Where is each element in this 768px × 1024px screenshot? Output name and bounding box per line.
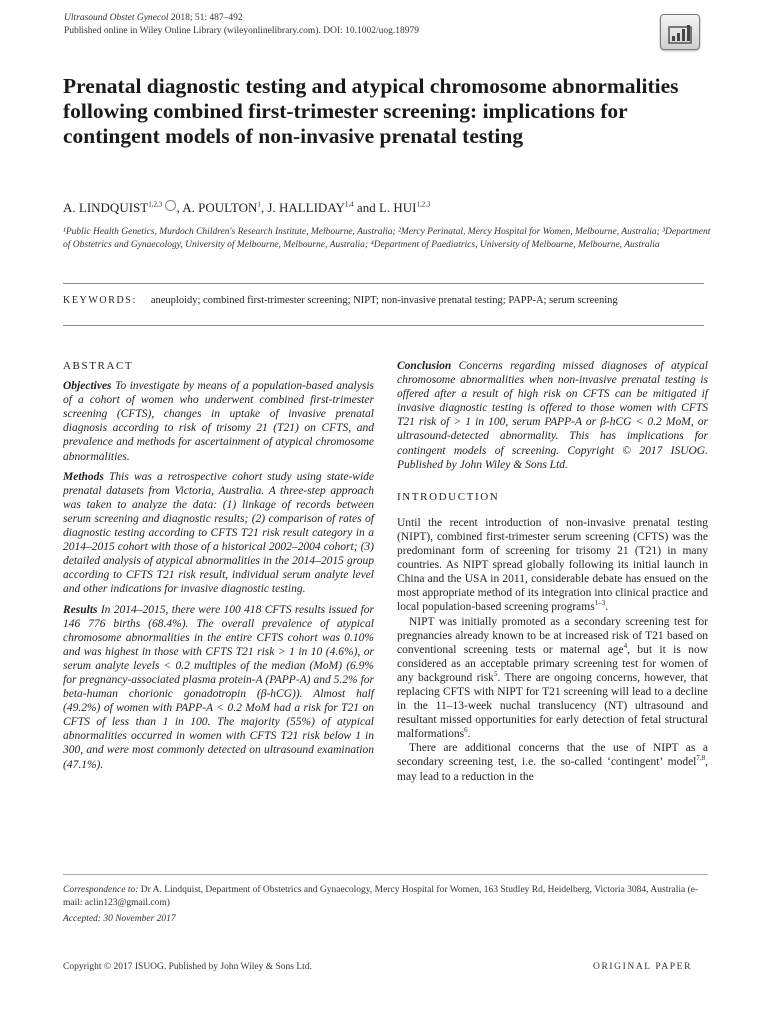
altmetric-badge[interactable] (660, 14, 700, 50)
keywords-label: KEYWORDS: (63, 295, 137, 306)
intro-p2-end: . (467, 728, 471, 741)
ref-link[interactable]: 5 (493, 670, 498, 679)
orcid-icon[interactable] (165, 200, 176, 211)
ref-link[interactable]: 7,8 (696, 754, 706, 763)
abstract-objectives (63, 379, 374, 464)
author-1[interactable]: A. LINDQUIST (63, 200, 149, 215)
results-label: Results (63, 603, 98, 616)
footnote (63, 884, 708, 926)
intro-p1-end: . (605, 601, 609, 614)
correspondence-text: Dr A. Lindquist, Department of Obstetrics and Gynaecology, Mercy Hospital for Women, 163 Studley Rd, Heidelberg, Victoria 3084, Australia (e-mail: aclin123@gmail.com) (63, 885, 699, 908)
author-4-affil: 1,2,3 (416, 200, 431, 209)
affiliations: ¹Public Health Genetics, Murdoch Children's Research Institute, Melbourne, Australia; ²Mercy Perinatal, Mercy Hospital for Women, Melbourne, Australia; ³Department of Obstetrics and Gynaecology, University of Melbourne, Melbourne, Australia; ⁴Department of Paediatrics, University of Melbourne, Melbourne, Australia (63, 227, 711, 250)
author-3[interactable]: , J. HALLIDAY (260, 200, 345, 215)
keywords (63, 295, 723, 306)
intro-paragraph-3 (397, 741, 708, 783)
author-4[interactable]: and L. HUI (353, 200, 417, 215)
conclusion-label: Conclusion (397, 360, 452, 372)
author-3-affil: 1,4 (344, 200, 354, 209)
altmetric-bars-icon (661, 15, 699, 49)
author-2-affil: 1 (257, 200, 261, 209)
author-1-affil: 1,2,3 (148, 200, 163, 209)
introduction-heading: INTRODUCTION (397, 490, 500, 503)
ref-link[interactable]: 6 (464, 726, 468, 735)
methods-label: Methods (63, 470, 104, 483)
footnote-divider (63, 874, 708, 875)
copyright-footer: Copyright © 2017 ISUOG. Published by John Wiley & Sons Ltd. (63, 962, 312, 972)
correspondence (63, 884, 708, 909)
intro-p1-text: Until the recent introduction of non-invasive prenatal testing (NIPT), combined first-trimester serum screening (CFTS) was the predominant form of screening for trisomy 21 (T21) in many countries. As NIPT spread globally following its initial launch in China and the USA in 2011, considerable debate has ensued on the most appropriate method of its integration into clinical practice and local population-based screening programs (397, 516, 708, 614)
citation-line (64, 12, 419, 25)
intro-paragraph-1 (397, 516, 708, 615)
introduction-section (397, 490, 708, 784)
intro-p2-text-b: , but it is now considered as an acceptable primary screening test for women of any background risk (397, 643, 709, 684)
paper-type: ORIGINAL PAPER (593, 962, 693, 972)
intro-p3-text-a: There are additional concerns that the use of NIPT as a secondary screening test, i.e. the so-called ‘contingent’ model (397, 742, 708, 769)
article-title: Prenatal diagnostic testing and atypical chromosome abnormalities following combined first-trimester screening: implications for contingent models of non-invasive prenatal testing (63, 74, 679, 148)
conclusion-text: Concerns regarding missed diagnoses of atypical chromosome abnormalities when non-invasive prenatal testing is offered after a result of high risk on CFTS can be mitigated if invasive diagnostic testing is offered to those women with CFTS T21 risk of > 1 in 100, serum PAPP-A or β-hCG < 0.2 MoM, or ultrasound-detected abnormality. This has implications for contingent models of screening. Copyright © 2017 ISUOG. Published by John Wiley & Sons Ltd. (397, 360, 708, 471)
abstract-section (63, 359, 374, 778)
divider-top (63, 283, 704, 284)
intro-p3-text-b: , may lead to a reduction in the (397, 756, 708, 783)
correspondence-label: Correspondence to: (63, 885, 139, 895)
journal-name: Ultrasound Obstet Gynecol (64, 13, 169, 23)
publication-line[interactable]: Published online in Wiley Online Library (wileyonlinelibrary.com). DOI: 10.1002/uog.18979 (64, 26, 420, 36)
ref-link[interactable]: 1–3 (594, 599, 606, 608)
intro-p2-text-a: NIPT was initially promoted as a secondary screening test for pregnancies already known to be at increased risk of T21 based on conventional screening tests or maternal age (397, 615, 708, 656)
abstract-heading: ABSTRACT (63, 360, 134, 372)
intro-paragraph-2 (397, 615, 708, 742)
accepted-date: Accepted: 30 November 2017 (63, 914, 176, 924)
divider-bottom (63, 325, 704, 326)
abstract-results (63, 603, 374, 772)
keywords-text: aneuploidy; combined first-trimester screening; NIPT; non-invasive prenatal testing; PAPP-A; serum screening (150, 295, 618, 306)
abstract-conclusion (397, 359, 708, 472)
intro-p2-text-c: . There are ongoing concerns, however, that replacing CFTS with NIPT for T21 screening will lead to a decline in the 11–13-week nuchal translucency (NT) ultrasound and resultant missed opportunities for early detection of fetal structural malformations (397, 671, 708, 741)
results-text: In 2014–2015, there were 100 418 CFTS results issued for 146 776 births (68.4%). The overall prevalence of atypical chromosome abnormalities in the entire CFTS cohort was 0.10% and was highest in those with CFTS T21 risk > 1 in 10 (4.6%), or serum analyte levels < 0.2 multiples of the median (MoM) (6.9% for pregnancy-associated plasma protein-A (PAPP-A) and 5.2% for beta-human chorionic gonadotropin (β-hCG)). Almost half (49.2%) of women with PAPP-A < 0.2 MoM had a risk for T21 on CFTS of less than 1 in 100. The majority (55%) of atypical abnormalities occurred in women with CFTS T21 risk below 1 in 300, and were most commonly detected on ultrasound examination (47.1%). (63, 603, 374, 771)
author-list (63, 200, 431, 216)
author-2[interactable]: , A. POULTON (176, 200, 258, 215)
methods-text: This was a retrospective cohort study using state-wide prenatal datasets from Victoria, Australia. A three-step approach was taken to analyze the data: (1) linkage of records between serum screening and diagnostic results; (2) comparison of rates of diagnostic testing according to CFTS T21 risk result category in a 2014–2015 cohort with those of a historical 2002–2004 cohort; (3) detailed analysis of atypical abnormalities in the 2014–2015 group according to CFTS T21 risk result, individual serum analyte level and other indications for invasive diagnostic testing. (63, 470, 374, 596)
abstract-methods (63, 470, 374, 597)
ref-link[interactable]: 4 (623, 641, 628, 650)
journal-header (64, 12, 419, 38)
right-column (397, 359, 708, 784)
objectives-label: Objectives (63, 380, 112, 393)
citation-details: 2018; 51: 487–492 (168, 13, 243, 23)
objectives-text: To investigate by means of a population-based analysis of a cohort of women who underwent combined first-trimester screening (CFTS), changes in uptake of invasive prenatal diagnosis according to risk of trisomy 21 (T21) on CFTS, and prevalence and methods for ascertainment of atypical chromosome abnormalities. (63, 380, 374, 463)
